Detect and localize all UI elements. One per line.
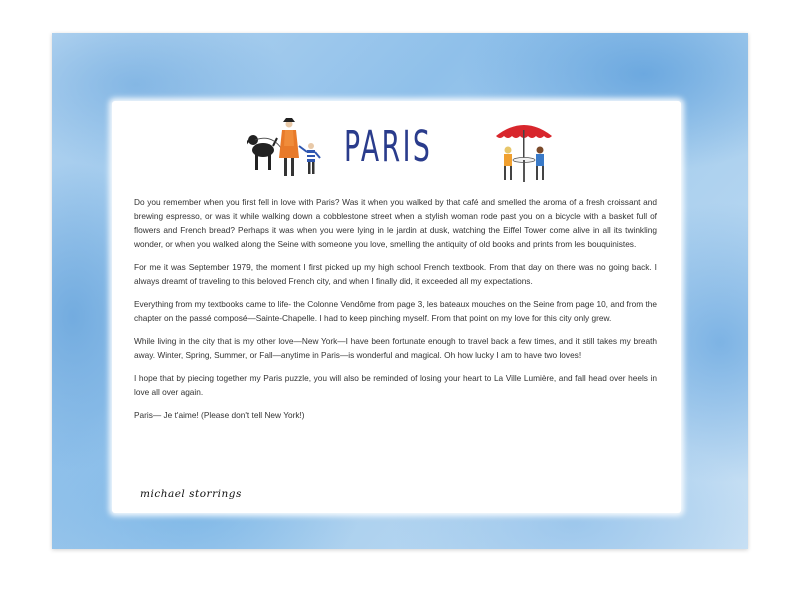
cafe-patron-right [536, 147, 544, 181]
poodle-drawing [247, 135, 281, 170]
paragraph: Paris— Je t'aime! (Please don't tell New York!) [134, 410, 305, 420]
signature: michael storrings [140, 488, 242, 500]
letter-body [134, 195, 657, 431]
paragraph: For me it was September 1979, the moment I first picked up my high school French textbook. From that day on there was no going back. I always dreamt of traveling to this beloved French city, and when I finally did, it exceeded all my expectations. [134, 262, 657, 286]
cafe-table-drawing [513, 158, 535, 183]
woman-dog-child-illustration [247, 116, 327, 186]
watercolor-border [52, 33, 748, 549]
paragraph: While living in the city that is my other love—New York—I have been fortunate enough to travel back a few times, and it still takes my breath away. Winter, Spring, Summer, or Fall—anytime in Paris—is wonderful and magical. Oh how lucky I am to have two loves! [134, 336, 657, 360]
cafe-patron-left [504, 147, 512, 181]
child-drawing [299, 143, 320, 174]
letter-header [112, 116, 681, 191]
cafe-illustration [492, 116, 557, 191]
paragraph: I hope that by piecing together my Paris puzzle, you will also be reminded of losing your heart to La Ville Lumière, and fall head over heels in love all over again. [134, 373, 657, 397]
paragraph: Everything from my textbooks came to life- the Colonne Vendôme from page 3, les bateaux mouches on the Seine from page 10, and from the chapter on the passé composé—Sainte-Chapelle. I had to keep pinching myself. From that point on my love for this city only grew. [134, 299, 657, 323]
page-title: PARIS [344, 122, 433, 172]
letter-paper [112, 101, 681, 513]
woman-drawing [279, 118, 299, 176]
paragraph: Do you remember when you first fell in love with Paris? Was it when you walked by that café and smelled the aroma of a fresh croissant and brewing espresso, or was it while walking down a cobblestone street when a stylish woman rode past you on a bicycle with a basket full of flowers and French bread? Perhaps it was when you were lying in le jardin at dusk, watching the Eiffel Tower come alive in all its twinkling wonder, or when you walked along the Seine with someone you love, smelling the antiquity of old books and prints from les bouquinistes. [134, 197, 657, 249]
